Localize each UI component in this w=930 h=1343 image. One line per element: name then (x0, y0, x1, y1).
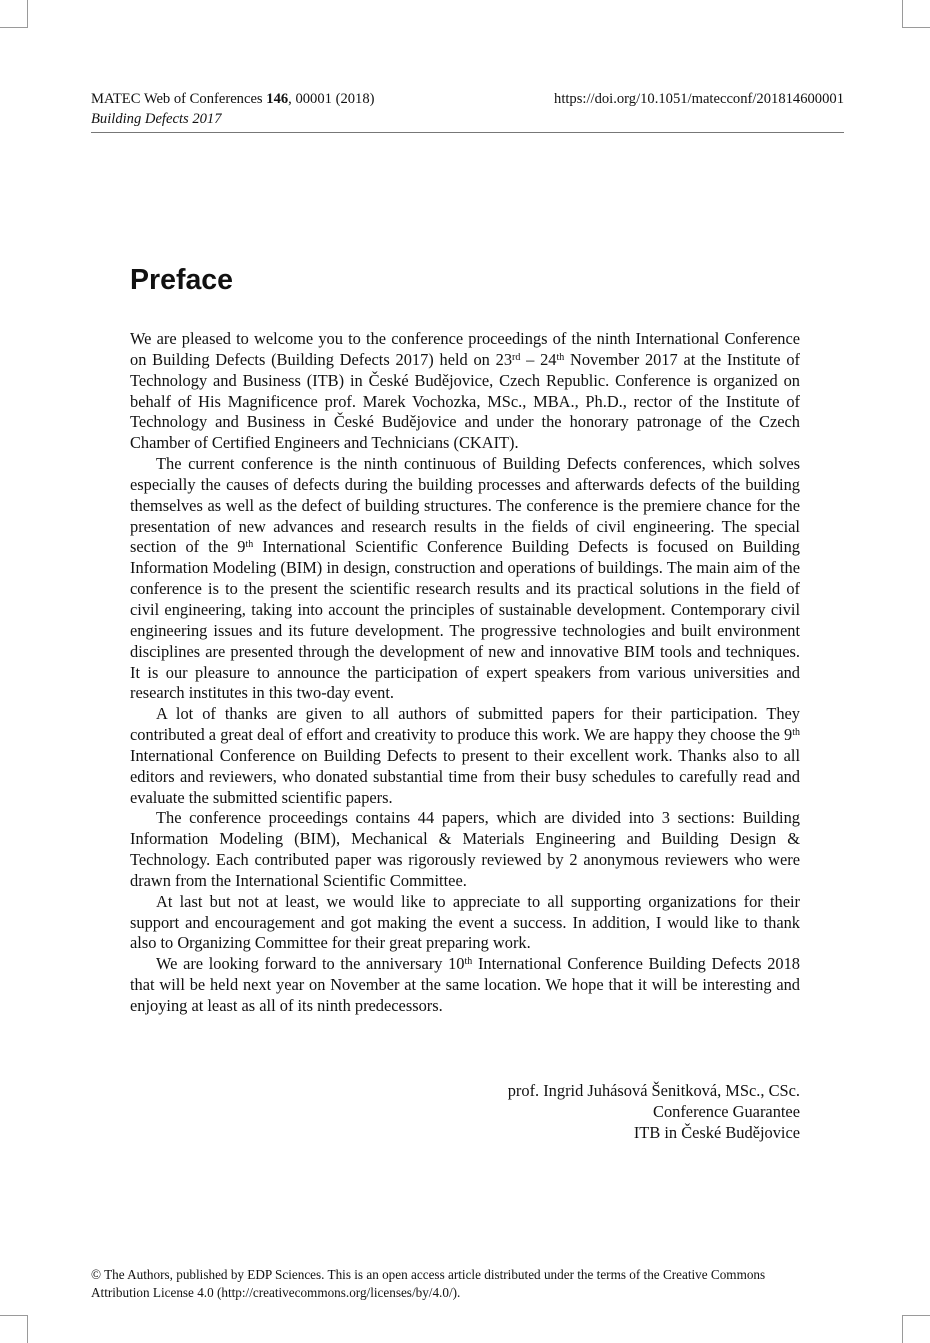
crop-mark-bottom-right (902, 1315, 930, 1343)
volume-number: 146 (266, 91, 289, 107)
paragraph-2: The current conference is the ninth continuous of Building Defects conferences, which solves especially the causes of defects during the building processes and afterwards defects of the building themselves as well as the defect of building structures. The conference is the premiere chance for the presentation of new advances and research results in the fields of civil engineering. The special section of the 9th International Scientific Conference Building Defects is focused on Building Information Modeling (BIM) in design, construction and operations of buildings. The main aim of the conference is to the present the scientific research results and its practical solutions in the field of civil engineering, taking into account the principles of sustainable development. Contemporary civil engineering issues and its future development. The progressive technologies and built environment disciplines are presented through the development of new and innovative BIM tools and techniques. It is our pleasure to announce the participation of expert speakers from various universities and research institutes in this two-day event. (130, 454, 800, 703)
crop-mark-top-right (902, 0, 930, 28)
running-header (91, 89, 844, 133)
license-line-2: Attribution License 4.0 (http://creativecommons.org/licenses/by/4.0/). (91, 1284, 461, 1300)
conference-subtitle: Building Defects 2017 (91, 111, 222, 127)
signature-affiliation: ITB in České Budějovice (633, 1122, 800, 1142)
preface-body (130, 329, 800, 1017)
doi-link[interactable]: https://doi.org/10.1051/matecconf/201814600001 (554, 91, 844, 107)
crop-mark-top-left (0, 0, 28, 28)
paragraph-4: The conference proceedings contains 44 papers, which are divided into 3 sections: Building Information Modeling (BIM), Mechanical & Materials Engineering and Building Design & Technology. Each contributed paper was rigorously reviewed by 2 anonymous reviewers who were drawn from the International Scientific Committee. (130, 808, 800, 890)
paragraph-6: We are looking forward to the anniversary 10th International Conference Building Defects 2018 that will be held next year on November at the same location. We hope that it will be interesting and enjoying at least as all of its ninth predecessors. (130, 954, 800, 1015)
paragraph-5: At last but not at least, we would like to appreciate to all supporting organizations for their support and encouragement and got making the event a success. In addition, I would like to thank also to Organizing Committee for their great preparing work. (130, 891, 800, 953)
page-title: Preface (130, 264, 233, 296)
signature-block (400, 1081, 800, 1144)
journal-citation: MATEC Web of Conferences 146, 00001 (2018) (91, 91, 375, 107)
crop-mark-bottom-left (0, 1315, 28, 1343)
signature-role: Conference Guarantee (653, 1101, 800, 1121)
signature-name: prof. Ingrid Juhásová Šenitková, MSc., CSc. (507, 1081, 800, 1100)
license-line-1: © The Authors, published by EDP Sciences. This is an open access article distributed under the terms of the Creative Commons (91, 1267, 766, 1282)
paragraph-3: A lot of thanks are given to all authors of submitted papers for their participation. They contributed a great deal of effort and creativity to produce this work. We are happy they choose the 9th International Conference on Building Defects to present to their excellent work. Thanks also to all editors and reviewers, who donated substantial time from their busy schedules to carefully read and evaluate the submitted scientific papers. (130, 704, 800, 807)
paragraph-1: We are pleased to welcome you to the conference proceedings of the ninth International Conference on Building Defects (Building Defects 2017) held on 23rd – 24th November 2017 at the Institute of Technology and Business (ITB) in České Budějovice, Czech Republic. Conference is organized on behalf of His Magnificence prof. Marek Vochozka, MSc., MBA., Ph.D., rector of the Institute of Technology and Business in České Budějovice and under the honorary patronage of the Czech Chamber of Certified Engineers and Technicians (CKAIT). (130, 329, 800, 453)
license-footer (91, 1266, 851, 1301)
